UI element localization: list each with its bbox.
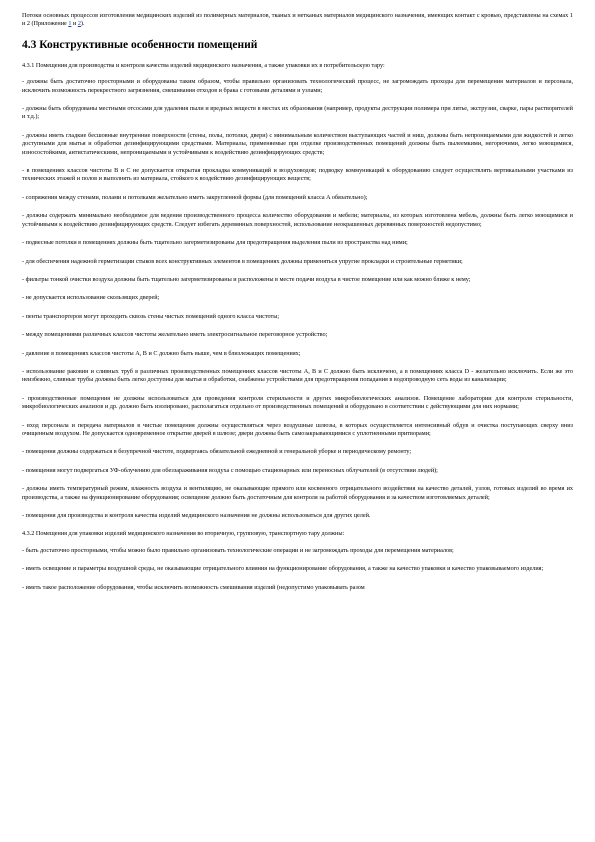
list-item: - должны быть достаточно просторными и оборудованы таким образом, чтобы правильно организовать технологический процесс, не загромождать проходы для перемещения материалов и персонала, исключить возможность перекрестного загрязнения, смешивания отходов и брака с готовыми деталями и узлами; [22, 78, 573, 94]
list-item: - должны быть оборудованы местными отсосами для удаления пыли и вредных веществ в местах их образования (например, продукты деструкции полимера при литье, экструзии, сварке, пары растворителей и т.д.); [22, 105, 573, 121]
list-item: - вход персонала и передача материалов в чистые помещения должны осуществляться через воздушные шлюзы, в которых осуществляется интенсивный обдув и очистка поступающих сверху вниз очищенным воздухом. Не допускается одновременное открытие дверей в шлюзе; двери должны быть самозакрывающимися с уплотненными притворами; [22, 421, 573, 437]
intro-paragraph [22, 12, 573, 29]
intro-text: Потоки основных процессов изготовления медицинских изделий из полимерных материалов, тканых и нетканых материалов медицинского назначения, имеющих контакт с кровью, представлены на схемах 1 и 2 (Приложение [22, 12, 573, 28]
list-item: - не допускается использование скользящих дверей; [22, 294, 160, 302]
list-item: - помещения должны содержаться в безупречной чистоте, подвергаясь обязательной ежедневной и генеральной уборке и периодическому ремонту; [22, 448, 412, 456]
list-item: - между помещениями различных классов чистоты желательно иметь электросигнальное переговорное устройство; [22, 331, 328, 339]
list-item: - использование раковин и сливных труб в различных производственных помещениях классов чистоты A, B и C должно быть исключено, а в помещениях класса D - желательно исключить. Если же это неизбежно, сливные трубы должны быть легко доступны для мытья и обработки, снабжены устройствами для предотвращения попадания в водопроводную сеть воды из канализации; [22, 367, 573, 384]
list-item: - иметь освещение и параметры воздушной среды, не оказывающие отрицательного влияния на функционирование оборудования, а также на качество упаковки и качество упаковываемого изделия; [22, 565, 544, 573]
list-item: - пенты транспортеров могут проходить сквозь стены чистых помещений одного класса чистоты; [22, 312, 280, 320]
intro-mid: и [71, 20, 78, 28]
list-item: - иметь такое расположение оборудования, чтобы исключить возможность смешивания изделий (недопустимо упаковывать разом [22, 583, 365, 591]
section-title: 4.3 Конструктивные особенности помещений [22, 38, 258, 51]
list-item: - производственные помещения не должны использоваться для проведения контроля стерильности и других микробиологических анализов. Помещение лаборатории для контроля стерильности, микробиологических анализов и др. должно быть изолировано, располагаться отдельно от производственных помещений и оборудовано в соответствии с действующими для них нормами; [22, 394, 573, 411]
list-item: - в помещениях классов чистоты B и C не допускается открытая прокладка коммуникаций и воздуховодов; подводку коммуникаций к оборудованию следует осуществлять вертикальными участками из технических этажей и полов и выполнять из материала, стойкого к воздействию дезинфицирующих веществ; [22, 167, 573, 183]
list-item: - помещения для производства и контроля качества изделий медицинского назначения не должны использоваться для других целей. [22, 512, 371, 519]
list-item: - быть достаточно просторными, чтобы можно было правильно организовать технологические операции и не загромождать проходы для перемещения материалов; [22, 546, 454, 554]
list-item: - подвесные потолки в помещениях должны быть тщательно загерметизированы для предотвращения выделения пыли из пространства над ними; [22, 239, 408, 247]
list-item: - должны иметь температурный режим, влажность воздуха и вентиляцию, не оказывающие прямого или косвенного отрицательного воздействия на качество деталей, узлов, готовых изделий во время их производства, а также на функционирование оборудования; освещение должно быть достаточным для контроля за работой оборудования и за качеством изготовляемых деталей; [22, 485, 573, 501]
appendix-link-1[interactable]: 1 [68, 20, 72, 28]
clause-4-3-2: 4.3.2 Помещения для упаковки изделий медицинского назначения во вторичную, групповую, транспортную тару должны: [22, 530, 345, 538]
list-item: - должны содержать минимально необходимое для ведения производственного процесса количество оборудования и мебели; материалы, из которых изготовлена мебель, должны быть легко моющимися и устойчивыми к воздействию дезинфицирующих средств. Следует избегать деревянных поверхностей, использование неокрашенных деревянных поверхностей недопустимо; [22, 212, 573, 228]
list-item: - фильтры тонкой очистки воздуха должны быть тщательно загерметизированы и расположены в месте подачи воздуха в чистое помещение или как можно ближе к нему; [22, 275, 471, 283]
intro-end: ). [80, 20, 85, 28]
list-item: - давление в помещениях классов чистоты A, B и C должно быть выше, чем в близлежащих помещениях; [22, 349, 301, 357]
appendix-link-2[interactable]: 2 [77, 20, 81, 28]
list-item: - для обеспечения надежной герметизации стыков всех конструктивных элементов в помещениях должны применяться упругие прокладки и строительные герметики; [22, 257, 463, 265]
clause-4-3-1: 4.3.1 Помещения для производства и контроля качества изделий медицинского назначения, а также упаковки их в потребительскую тару: [22, 61, 385, 69]
list-item: - помещения могут подвергаться УФ-облучению для обеззараживания воздуха с помощью стационарных или переносных облучателей (в отсутствии людей); [22, 466, 438, 474]
list-item: - должны иметь гладкие бесшовные внутренние поверхности (стены, полы, потолки, двери) с минимальным количеством выступающих частей и ниш, должны быть непроницаемыми для жидкостей и легко доступными для мытья и обработки дезинфицирующими средствами. Материалы, применяемые при отделке производственных помещений должны быть пылеемкими, негорючими, легко моющимися, износостойкими, антистатическими, непроницаемыми и устойчивыми к воздействию дезинфицирующих средств; [22, 131, 573, 156]
list-item: - сопряжения между стенами, полами и потолками желательно иметь закругленной формы (для помещений класса A обязательно); [22, 193, 368, 201]
